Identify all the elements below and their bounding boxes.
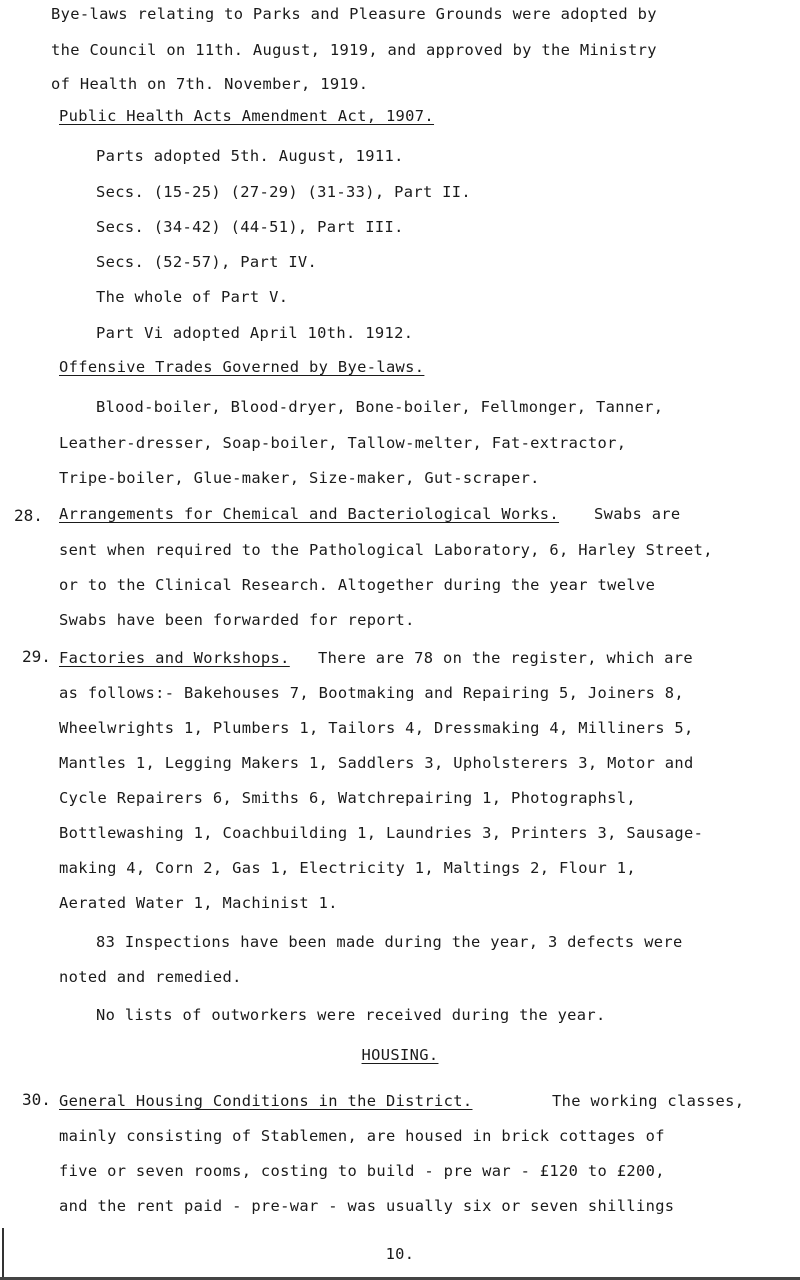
section-28-line-3: or to the Clinical Research. Altogether during the year twelve (59, 576, 656, 594)
section-28-line-4: Swabs have been forwarded for report. (59, 611, 415, 629)
offensive-line-1: Blood-boiler, Blood-dryer, Bone-boiler, Fellmonger, Tanner, (96, 398, 664, 416)
public-health-heading: Public Health Acts Amendment Act, 1907. (59, 107, 435, 125)
offensive-line-2: Leather-dresser, Soap-boiler, Tallow-melter, Fat-extractor, (59, 434, 627, 452)
section-29-para-2-line-2: noted and remedied. (59, 968, 242, 986)
section-29-para-3: No lists of outworkers were received during the year. (96, 1006, 606, 1024)
section-29-line-7: making 4, Corn 2, Gas 1, Electricity 1, Maltings 2, Flour 1, (59, 859, 636, 877)
section-29-line-6: Bottlewashing 1, Coachbuilding 1, Laundries 3, Printers 3, Sausage- (59, 824, 704, 842)
acts-line-5: The whole of Part V. (96, 288, 289, 306)
acts-line-2: Secs. (15-25) (27-29) (31-33), Part II. (96, 183, 472, 201)
section-number-29: 29. (22, 647, 51, 666)
section-28-heading: Arrangements for Chemical and Bacteriological Works. (59, 505, 560, 523)
housing-heading: HOUSING. (361, 1046, 439, 1064)
section-29-line-4: Mantles 1, Legging Makers 1, Saddlers 3, Upholsterers 3, Motor and (59, 754, 694, 772)
acts-line-6: Part Vi adopted April 10th. 1912. (96, 324, 414, 342)
section-29-line-1: There are 78 on the register, which are (318, 649, 694, 667)
opening-line-1: Bye-laws relating to Parks and Pleasure Grounds were adopted by (51, 5, 657, 23)
section-29-para-2-line-1: 83 Inspections have been made during the year, 3 defects were (96, 933, 683, 951)
opening-line-3: of Health on 7th. November, 1919. (51, 75, 369, 93)
section-number-28: 28. (14, 506, 43, 525)
section-29-line-2: as follows:- Bakehouses 7, Bootmaking and Repairing 5, Joiners 8, (59, 684, 685, 702)
section-30-line-1: The working classes, (552, 1092, 745, 1110)
opening-line-2: the Council on 11th. August, 1919, and approved by the Ministry (51, 41, 657, 59)
page-number: 10. (385, 1245, 415, 1263)
acts-line-3: Secs. (34-42) (44-51), Part III. (96, 218, 404, 236)
section-30-heading: General Housing Conditions in the District. (59, 1092, 473, 1110)
section-30-line-2: mainly consisting of Stablemen, are housed in brick cottages of (59, 1127, 665, 1145)
section-29-heading: Factories and Workshops. (59, 649, 290, 667)
offensive-trades-heading: Offensive Trades Governed by Bye-laws. (59, 358, 425, 376)
section-28-line-1: Swabs are (594, 505, 681, 523)
section-29-line-3: Wheelwrights 1, Plumbers 1, Tailors 4, Dressmaking 4, Milliners 5, (59, 719, 694, 737)
acts-line-4: Secs. (52-57), Part IV. (96, 253, 318, 271)
section-30-line-3: five or seven rooms, costing to build - pre war - £120 to £200, (59, 1162, 665, 1180)
offensive-line-3: Tripe-boiler, Glue-maker, Size-maker, Gut-scraper. (59, 469, 540, 487)
section-number-30: 30. (22, 1090, 51, 1109)
scan-edge-left (2, 1228, 4, 1278)
section-29-line-5: Cycle Repairers 6, Smiths 6, Watchrepairing 1, Photographsl, (59, 789, 636, 807)
section-29-line-8: Aerated Water 1, Machinist 1. (59, 894, 338, 912)
section-28-line-2: sent when required to the Pathological Laboratory, 6, Harley Street, (59, 541, 713, 559)
section-30-line-4: and the rent paid - pre-war - was usually six or seven shillings (59, 1197, 675, 1215)
acts-line-1: Parts adopted 5th. August, 1911. (96, 147, 404, 165)
